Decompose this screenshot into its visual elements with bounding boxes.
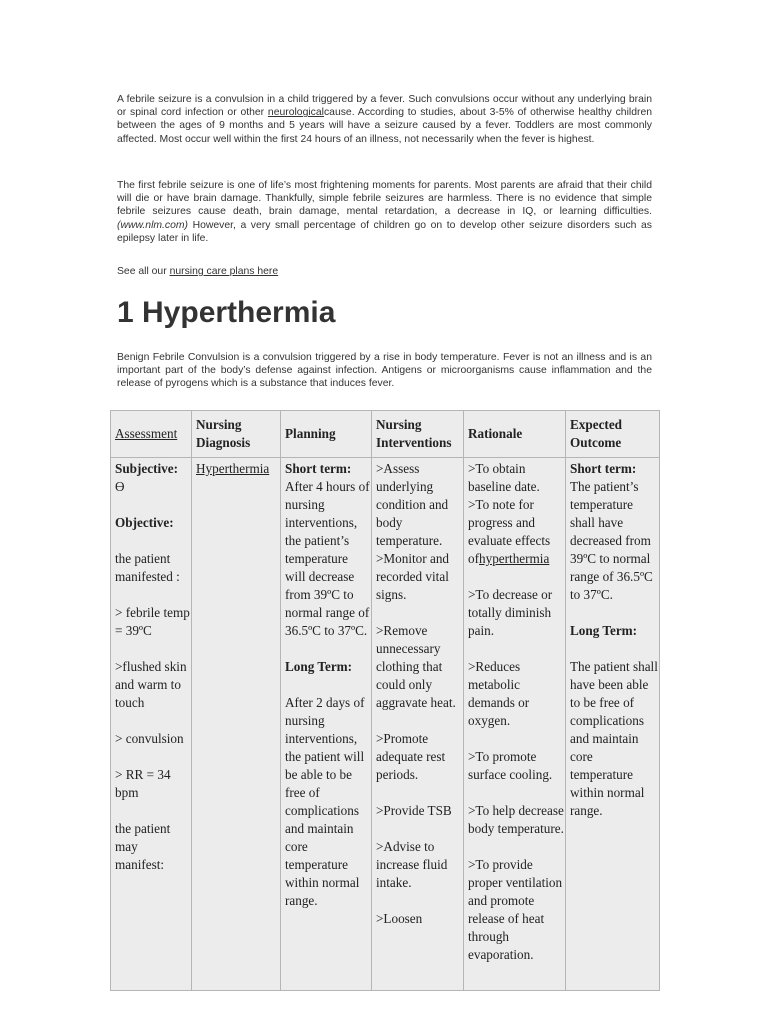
rationale-r2-text: >To note for progress and evaluate effects of — [468, 497, 551, 566]
header-interventions: Nursing Interventions — [372, 411, 464, 458]
rationale-item: >Reduces metabolic demands or oxygen. — [468, 659, 530, 728]
outcome-short-label: Short term: — [570, 461, 637, 476]
see-all-prefix: See all our — [117, 266, 170, 277]
intervention-item: >Assess underlying condition and body temperature. — [376, 461, 449, 548]
rationale-item — [468, 496, 564, 568]
table-row — [111, 458, 660, 991]
header-assessment[interactable]: Assessment — [111, 411, 192, 458]
intervention-item: >Remove unnecessary clothing that could only aggravate heat. — [376, 623, 456, 710]
objective-label: Objective: — [115, 515, 174, 530]
source-citation: (www.nlm.com) — [117, 219, 189, 231]
may-manifest-text: the patient may manifest: — [115, 821, 171, 872]
intervention-item: >Monitor and recorded vital signs. — [376, 551, 450, 602]
sign-febrile-temp: > febrile temp = 39ºC — [115, 605, 190, 638]
assessment-cell — [111, 458, 192, 991]
subjective-label: Subjective: — [115, 461, 178, 476]
hyperthermia-rationale-link[interactable]: hyperthermia — [479, 551, 550, 566]
outcome-long-label: Long Term: — [570, 623, 638, 638]
table-header-row — [111, 411, 660, 458]
section-title: 1 Hyperthermia — [117, 296, 336, 329]
header-planning: Planning — [281, 411, 372, 458]
intro-p2-text-a: The first febrile seizure is one of life’s most frightening moments for parents. Most parents are afraid that their child will die or have brain damage. Thankfully, simple febrile seizures are harmless. There is no evidence that simple febrile seizures cause death, brain damage, mental retardation, a decrease in IQ, or learning difficulties. — [117, 180, 652, 218]
header-diagnosis: Nursing Diagnosis — [192, 411, 281, 458]
intervention-item: >Loosen — [376, 911, 423, 926]
subjective-value: Ɵ — [115, 479, 125, 494]
sign-respiratory-rate: > RR = 34 bpm — [115, 767, 171, 800]
header-rationale: Rationale — [464, 411, 566, 458]
rationale-item: >To obtain baseline date. — [468, 461, 540, 494]
hyperthermia-link[interactable]: Hyperthermia — [196, 461, 270, 476]
planning-short-label: Short term: — [285, 461, 352, 476]
planning-long-text: After 2 days of nursing interventions, the patient will be able to be free of complications and maintain core temperature within normal range. — [285, 695, 365, 908]
neurological-link[interactable]: neurological — [267, 107, 324, 119]
section-description: Benign Febrile Convulsion is a convulsion triggered by a rise in body temperature. Fever is not an illness and is an important part of the body’s defense against infection. Antigens or microorganisms cause inflammation and the release of pyrogens which is a substance that induces fever. — [117, 352, 652, 390]
intro-paragraph-2 — [117, 179, 652, 245]
sign-flushed-skin: >flushed skin and warm to touch — [115, 659, 187, 710]
planning-long-label: Long Term: — [285, 659, 353, 674]
manifested-text: the patient manifested : — [115, 551, 180, 584]
outcome-cell — [566, 458, 660, 991]
outcome-short-text: The patient’s temperature shall have decreased from 39ºC to normal range of 36.5ºC to 37ºC. — [570, 479, 653, 602]
nursing-care-plans-link[interactable]: nursing care plans here — [169, 266, 279, 277]
care-plan-table — [110, 410, 660, 991]
rationale-item: >To help decrease body temperature. — [468, 803, 564, 836]
intro-p2-text-b: However, a very small percentage of children go on to develop other seizure disorders such as epilepsy later in life. — [117, 219, 652, 244]
intro-p1-text-b: cause. According to studies, about 3-5% of otherwise healthy children between the ages of 9 months and 5 years will have a seizure caused by a fever. Toddlers are most commonly affected. Most occur well within the first 24 hours of an illness, not necessarily when the fever is highest. — [117, 107, 653, 145]
planning-short-text: After 4 hours of nursing interventions, the patient’s temperature will decrease from 39ºC to normal range of 36.5ºC to 37ºC. — [285, 479, 370, 638]
outcome-long-text: The patient shall have been able to be free of complications and maintain core temperature within normal range. — [570, 659, 658, 818]
rationale-item: >To provide proper ventilation and promote release of heat through evaporation. — [468, 857, 563, 962]
rationale-cell — [464, 458, 566, 991]
intervention-item: >Promote adequate rest periods. — [376, 731, 446, 782]
intro-p1-text-a: A febrile seizure is a convulsion in a child triggered by a fever. Such convulsions occur without any underlying brain or spinal cord infection or other — [117, 94, 652, 119]
intervention-item: >Provide TSB — [376, 803, 452, 818]
intervention-item: >Advise to increase fluid intake. — [376, 839, 448, 890]
header-outcome: Expected Outcome — [566, 411, 660, 458]
interventions-cell — [372, 458, 464, 991]
sign-convulsion: > convulsion — [115, 731, 184, 746]
see-all-line — [117, 265, 652, 278]
rationale-item: >To promote surface cooling. — [468, 749, 553, 782]
rationale-item: >To decrease or totally diminish pain. — [468, 587, 553, 638]
diagnosis-cell — [192, 458, 281, 991]
intro-paragraph-1 — [117, 93, 652, 146]
planning-cell — [281, 458, 372, 991]
